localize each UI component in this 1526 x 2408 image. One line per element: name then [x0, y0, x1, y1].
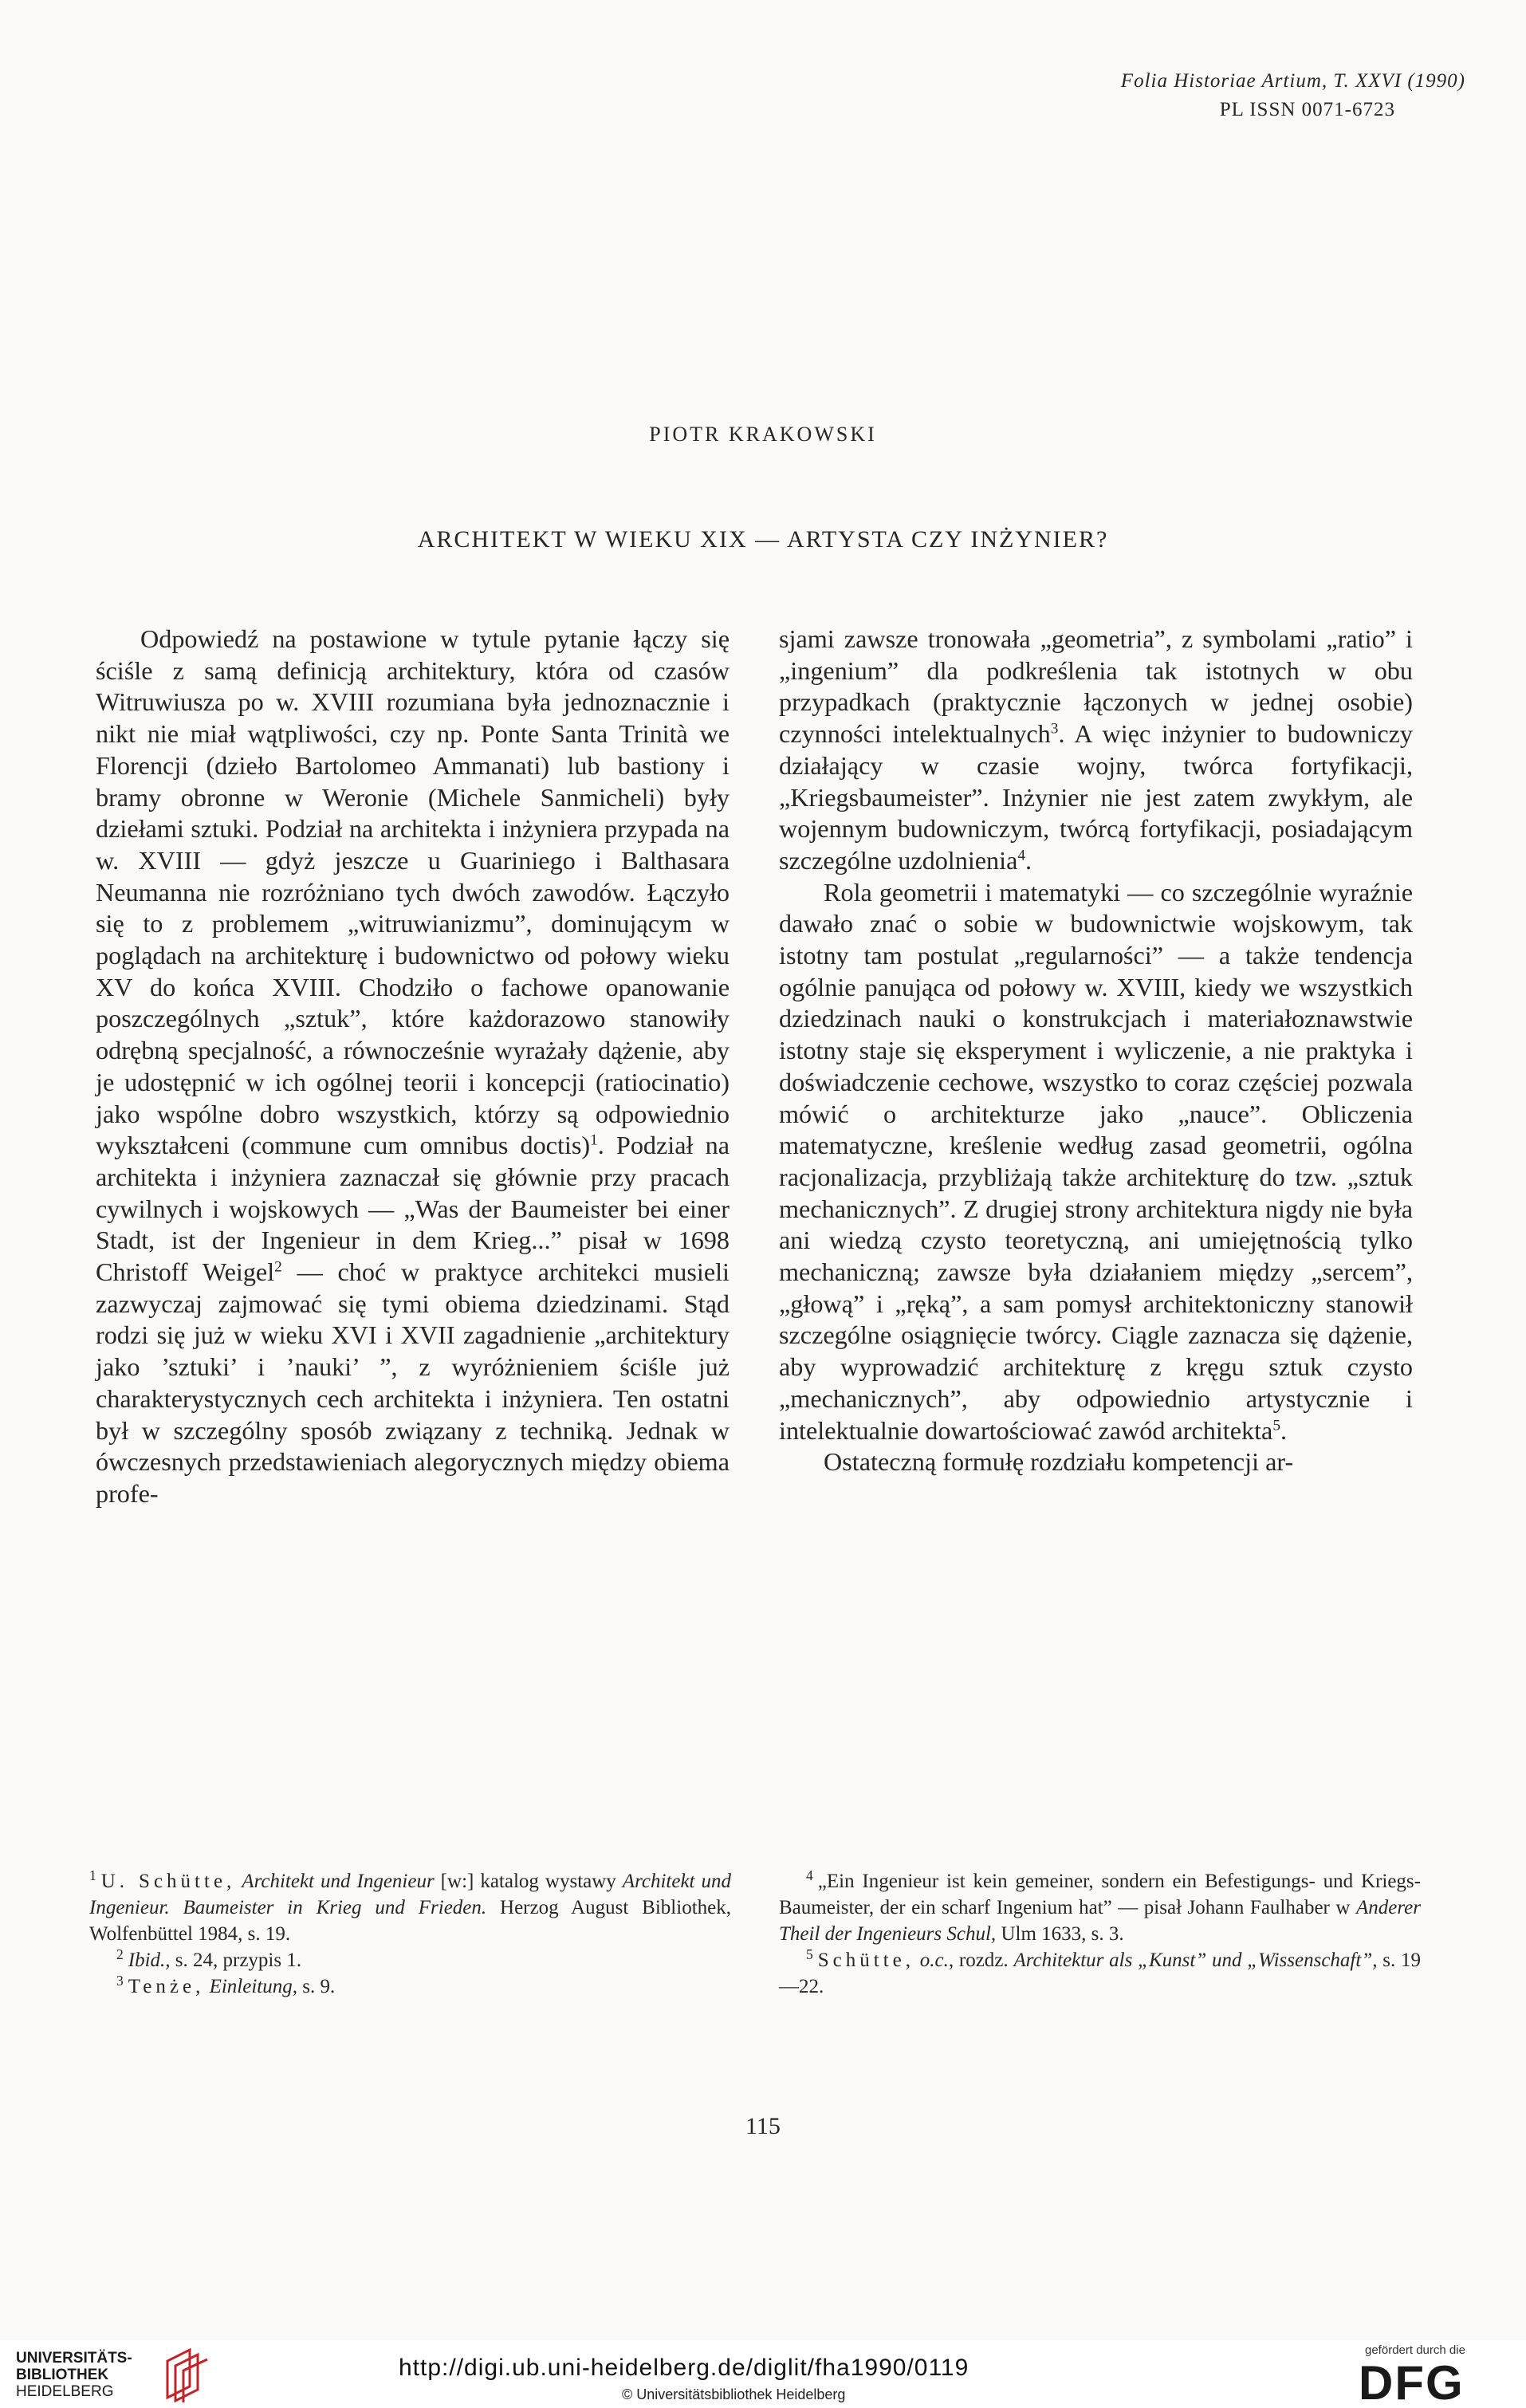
footnote-ref: 2	[274, 1258, 282, 1276]
footnote-ref: 4	[1017, 847, 1026, 864]
footnote-number: 2	[116, 1946, 124, 1962]
text-run: Odpowiedź na postawione w tytule pytanie łączy się ściśle z samą definicją architektury, która od czasów Witruwiusza po w. XVIII rozumiana była jednoznacznie i nikt nie miał wątpliwości, czy np. Ponte Santa Trinità we Florencji (dzieło Bartolomeo Ammanati) lub bastiony i bramy obronne w Weronie (Michele Sanmicheli) były dziełami sztuki. Podział na architekta i inżyniera przypada na w. XVIII — gdyż jeszcze u Guariniego i Balthasara Neumanna nie rozróżniano tych dwóch zawodów. Łączyło się to z problemem „witruwianizmu”, dominującym w poglądach na architekturę i budownictwo od połowy wieku XV do końca XVIII. Chodziło o fachowe opanowanie poszczególnych „sztuk”, które każdorazowo stanowiły odrębną specjalność, a równocześnie wyrażały dążenie, aby je udostępnić w ich ogólnej teorii i koncepcji (ratiocinatio) jako wspólne dobro wszystkich, którzy są odpowiednio wykształceni (commune cum omnibus doctis)	[96, 624, 730, 1160]
footnote-5	[779, 1947, 1421, 2000]
footnote-3	[89, 1973, 731, 2000]
library-name[interactable]	[16, 2350, 132, 2400]
text-run: .	[1280, 1415, 1288, 1445]
copyright-notice: © Universitätsbibliothek Heidelberg	[622, 2386, 846, 2402]
ub-heidelberg-logo-icon	[159, 2345, 217, 2404]
footnote-number: 3	[116, 1972, 124, 1989]
library-name-line: HEIDELBERG	[16, 2383, 114, 2400]
footnote-2	[89, 1947, 731, 1973]
text-run: . Podział na architekta i inżyniera zaznaczał się głównie przy pracach cywilnych i wojskowych — „Was der Baumeister bei einer Stadt, ist der Ingenieur in dem Krieg...” pisał w 1698 Christoff Weigel	[96, 1131, 730, 1287]
body-column-right	[779, 624, 1413, 1478]
page-number: 115	[745, 2113, 781, 2139]
footnote-text: [w:] katalog wystawy	[434, 1871, 623, 1892]
text-run: — choć w praktyce architekci musieli zazwyczaj zajmować się tymi obiema dziedzinami. Stąd rodzi się już w wieku XVI i XVII zagadnienie „architektury jako ’sztuki’ i ’nauki’ ”, z wyróżnieniem ściśle już charakterystycznych cech architekta i inżyniera. Ten ostatni był w szczególny sposób związany z techniką. Jednak w ówczesnych przedstawieniach alegorycznych między obiema profe-	[96, 1257, 730, 1508]
dfg-funding-label: gefördert durch die	[1365, 2343, 1465, 2357]
article-author: PIOTR KRAKOWSKI	[649, 423, 877, 446]
footnote-number: 4	[806, 1867, 813, 1883]
footnote-text: Ulm 1633, s. 3.	[996, 1923, 1124, 1945]
footnote-title: Architektur als „Kunst” und „Wissenschaft”,	[1013, 1950, 1378, 1971]
text-run: .	[1025, 845, 1032, 875]
footnote-text: rozdz.	[954, 1950, 1014, 1971]
footnote-title: Architekt und Ingenieur	[242, 1871, 435, 1892]
paragraph	[96, 624, 730, 1510]
text-run: . A więc inżynier to budowniczy działający w czasie wojny, twórca fortyfikacji, „Kriegsbaumeister”. Inżynier nie jest zatem zwykłym, ale wojennym budowniczym, twórcą fortyfikacji, posiadającym szczególne uzdolnienia	[779, 719, 1413, 875]
footnote-number: 1	[89, 1867, 96, 1883]
dfg-logo-icon[interactable]	[1355, 2359, 1507, 2404]
footnote-author: Schütte,	[817, 1950, 914, 1971]
paragraph: Ostateczną formułę rozdziału kompetencji ar-	[824, 1447, 1294, 1477]
text-run: sjami zawsze tronowała „geometria”, z symbolami „ratio” i „ingenium” dla podkreślenia tak istotnych w obu przypadkach (praktycznie łączonych w jednej osobie) czynności intelektualnych	[779, 624, 1413, 749]
footnote-number: 5	[806, 1946, 813, 1962]
text-run: Rola geometrii i matematyki — co szczególnie wyraźnie dawało znać o sobie w budownictwie wojskowym, tak istotny tam postulat „regularności” — a także tendencja ogólnie panująca od połowy w. XVIII, kiedy we wszystkich dziedzinach nauki o konstrukcjach i materiałoznawstwie istotny staje się eksperyment i wyliczenie, a nie praktyka i doświadczenie cechowe, wszystko to coraz częściej pozwala mówić o architekturze jako „nauce”. Obliczenia matematyczne, kreślenie według zasad geometrii, ogólna racjonalizacja, przybliżają także architekturę do tzw. „sztuk mechanicznych”. Z drugiej strony architektura nigdy nie była ani wiedzą czysto teoretyczną, ani umiejętnością tylko mechaniczną; zawsze była działaniem między „sercem”, „głową” i „ręką”, a sam pomysł architektoniczny stanowił szczególne osiągnięcie twórcy. Ciągle zaznacza się dążenie, aby wyprowadzić architekturę z kręgu sztuk czysto „mechanicznych”, aby odpowiednio artystycznie i intelektualnie dowartościować zawód architekta	[779, 877, 1413, 1445]
journal-issn: PL ISSN 0071-6723	[1219, 99, 1395, 120]
paragraph	[779, 877, 1413, 1447]
footnote-ref: 5	[1272, 1416, 1280, 1434]
journal-header	[907, 67, 1465, 124]
footnote-title: Einleitung,	[209, 1976, 297, 1997]
footnote-ref: 3	[1050, 720, 1059, 738]
footnotes-left	[89, 1868, 731, 2000]
viewer-footer	[0, 2340, 1526, 2408]
footnote-text: s. 19—22.	[779, 1950, 1421, 1997]
library-name-line: BIBLIOTHEK	[16, 2367, 109, 2383]
footnote-author: Tenże,	[128, 1976, 205, 1997]
footnote-author: U. Schütte,	[100, 1871, 236, 1892]
footnote-text: Herzog August Bibliothek, Wolfenbüttel 1984, s. 19.	[89, 1897, 731, 1945]
footnote-title: Anderer Theil der Ingenieurs Schul,	[779, 1897, 1421, 1945]
footnote-text: s. 24, przypis 1.	[170, 1950, 302, 1971]
body-column-left	[96, 624, 730, 1510]
library-name-line: UNIVERSITÄTS-	[16, 2350, 132, 2367]
footnotes-right	[779, 1868, 1421, 2000]
journal-title: Folia Historiae Artium, T. XXVI (1990)	[1120, 70, 1465, 92]
footnote-ref: 1	[590, 1131, 598, 1149]
footnote-4	[779, 1868, 1421, 1947]
footnote-text: „Ein Ingenieur ist kein gemeiner, sondern ein Befestigungs- und Kriegs-Baumeister, der ein scharf Ingenium hat” — pisał Johann Faulhaber w	[779, 1871, 1421, 1918]
footnote-title: Ibid.,	[128, 1950, 171, 1971]
article-title: ARCHITEKT W WIEKU XIX — ARTYSTA CZY INŻYNIER?	[417, 526, 1109, 553]
document-url-link[interactable]: http://digi.ub.uni-heidelberg.de/diglit/fha1990/0119	[399, 2355, 969, 2381]
footnote-1	[89, 1868, 731, 1947]
paragraph	[779, 624, 1413, 877]
dfg-logo-text: DFG	[1359, 2359, 1465, 2404]
footnote-text: s. 9.	[297, 1976, 336, 1997]
footnote-title: o.c.,	[919, 1950, 954, 1971]
footnote-title: Architekt und Ingenieur. Baumeister in Krieg und Frieden.	[89, 1871, 731, 1918]
